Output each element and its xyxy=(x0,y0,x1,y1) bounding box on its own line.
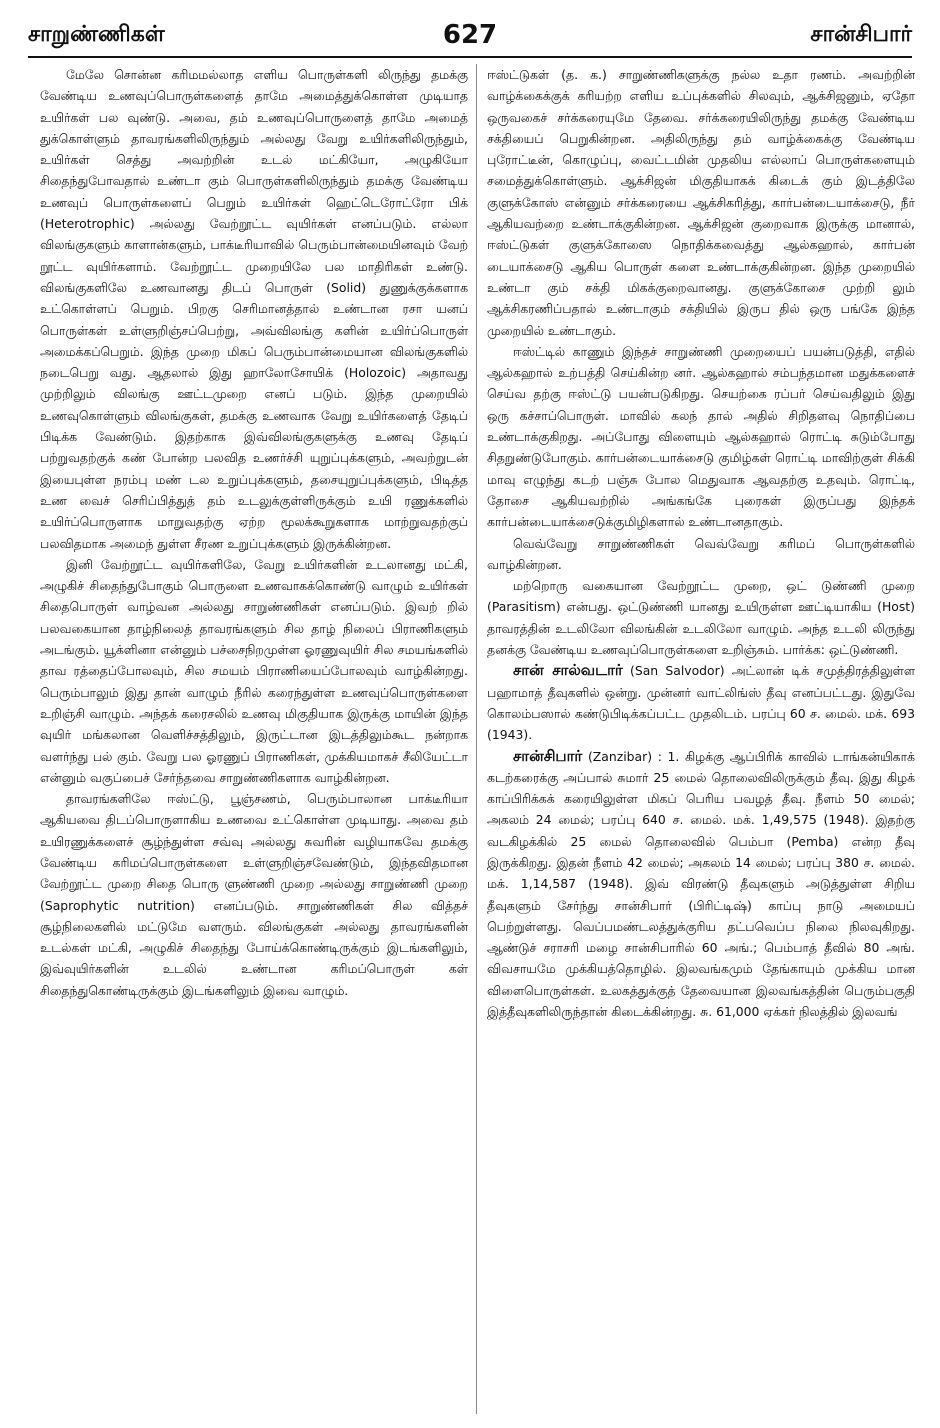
running-head-left: சாறுண்ணிகள் xyxy=(28,22,165,47)
paragraph: இனி வேற்றூட்ட வுயிர்களிலே, வேறு உயிர்களின் உடலானது மட்கி, அழுகிச் சிதைந்துபோகும் பொருளை உணவாகக்கொண்டு வாழும் உயிர்கள் சிதைபொருள் வாழ்வன அல்லது சாறுண்ணிகள் எனப்படும். இவற் றில் பலவகையான தாழ்நிலைத் தாவரங்களும் சில தாழ் நிலைப் பிராணிகளும் அடங்கும். யூக்ளினா என்னும் பச்சைநிறமுள்ள ஓரணுவுயிர் சில சமயங்களில் தாவ ரத்தைப்போலவும், சில சமயம் பிராணியைப்போலவும் வாழ்கின்றது. பெரும்பாலும் இது தான் வாழும் நீரில் கரைந்துள்ள உணவுப்பொருள்களை உறிஞ்சி வாழும். அந்தக் கரைசலில் உணவு மிகுதியாக இருக்கு மாயின் இந்த வுயிர் மங்கலான வெளிச்சத்திலும், இருட்டான இடத்திலும்கூட நன்றாக வளர்ந்து பல் கும். வேறு பல ஓரணுப் பிராணிகள், முக்கியமாகச் சீலியேட்டா என்னும் வகுப்பைச் சேர்ந்தவை சாறுண்ணிகளாக வாழ்கின்றன. xyxy=(40,556,468,785)
column-divider xyxy=(476,64,477,1414)
entry-body: (Zanzibar) : 1. கிழக்கு ஆப்பிரிக் காவில் டாங்கன்யிகாக் கடற்கரைக்கு அப்பால் சுமார் 25 மைல் தொலைவிலிருக்கும் தீவு. இது கிழக் காப்பிரிக்கக் கரையிலுள்ள மிகப் பெரிய பவழத் தீவு. நீளம் 50 மைல்; அகலம் 24 மைல்; பரப்பு 640 ச. மைல். மக். 1,49,575 (1948). இதற்கு வடகிழக்கில் 25 மைல் தொலைவில் பெம்பா (Pemba) என்ற தீவு இருக்கிறது. இதன் நீளம் 42 மைல்; அகலம் 14 மைல்; பரப்பு 380 ச. மைல். மக். 1,14,587 (1948). இவ் விரண்டு தீவுகளும் அடுத்துள்ள சிறிய தீவுகளும் சேர்ந்து சான்சிபார் (பிரிட்டிஷ்) காப்பு நாடு அமையப் பெற்றுள்ளது. வெப்பமண்டலத்துக்குரிய தட்பவெப்ப நிலை நிலவுகிறது. ஆண்டுச் சராசரி மழை சான்சிபாரில் 60 அங்.; பெம்பாத் தீவில் 80 அங். விவசாயமே முக்கியத்தொழில். இலவங்கமும் தேங்காயும் முக்கிய மான விளைபொருள்கள். உலகத்துக்குத் தேவையான இலவங்கத்தின் பெரும்பகுதி இத்தீவுகளிலிருந்தான் கிடைக்கின்றது. சு. 61,000 ஏக்கர் நிலத்தில் இலவங் xyxy=(487,748,915,1020)
entry-title: சான் சால்வடார் xyxy=(513,661,623,680)
page-header xyxy=(28,22,912,56)
entry-body: (San Salvodor) அட்லான் டிக் சமுத்திரத்திலுள்ள பஹாமாத் தீவுகளில் ஒன்று. முன்னர் வாட்லிங்ஸ் தீவு எனப்பட்டது. இதுவே கொலம்பஸால் கண்டுபிடிக்கப்பட்ட முதலிடம். பரப்பு 60 ச. மைல். மக். 693 (1943). xyxy=(487,663,915,743)
paragraph: தாவரங்களிலே ஈஸ்ட்டு, பூஞ்சணம், பெரும்பாலான பாக்டீரியா ஆகியவை திடப்பொருளாகிய உணவை உட்கொள்ள முடியாது. அவை தம் உயிரணுக்களைச் சூழ்ந்துள்ள சவ்வு அல்லது சுவரின் வழியாகவே தமக்கு வேண்டிய கரிமப்பொருள்களை உள்ளுறிஞ்சவேண்டும், இந்தவிதமான வேற்றூட்ட முறை சிதை பொரு ளுண்ணி முறை அல்லது சாறுண்ணி முறை (Saprophytic nutrition) எனப்படும். சாறுண்ணிகள் சில வித்தச் சூழ்நிலைகளில் மட்டுமே வளரும். விலங்குகள் அல்லது தாவரங்களின் உடல்கள் மட்கி, அழுகிச் சிதைந்து போய்க்கொண்டிருக்கும் இடங்களிலும், இவ்வுயிர்களின் உடலில் உண்டான கரிமப்பொருள் கள் சிதைந்துகொண்டிருக்கும் இடங்களிலும் இவை வாழும். xyxy=(40,791,468,998)
paragraph: மேலே சொன்ன கரிமமல்லாத எளிய பொருள்களி லிருந்து தமக்கு வேண்டிய உணவுப்பொருள்களைத் தாமே அமைத்துக்கொள்ள முடியாத உயிர்கள் பல வுண்டு. அவை, தம் உணவுப்பொருளைத் தாமே அமைத் துக்கொள்ளும் தாவரங்களிலிருந்தும் அல்லது வேறு உயிர்களிலிருந்தும், உயிர்கள் செத்து அவற்றின் உடல் மட்கியோ, அழுகியோ சிதைந்துபோவதால் உண்டா கும் பொருள்களிலிருந்தும் தமக்கு வேண்டிய உணவுப் பொருள்களைப் பெறும் உயிர்கள் ஹெட்டெரோட்ரோ பிக் (Heterotrophic) அல்லது வேற்றூட்ட வுயிர்கள் எனப்படும். எல்லா விலங்குகளும் காளான்களும், பாக்டீரியாவில் பெரும்பான்மையினவும் வேற் றூட்ட வுயிர்களாம். வேற்றூட்ட முறையிலே பல மாதிரிகள் உண்டு. விலங்குகளிலே உணவானது திடப் பொருள் (Solid) துணுக்குக்களாக உட்கொள்ளப் பெறும். பிறகு செரிமானத்தால் உண்டான ரசா யனப் பொருள்கள் உள்ளுறிஞ்சப்பெற்று, அவ்விலங்கு களின் உயிர்ப்பொருள் அமைக்கப்பெறும். இந்த முறை மிகப் பெரும்பான்மையான விலங்குகளில் நடைபெறு வது. ஆதலால் இது ஹாலோசோயிக் (Holozoic) அதாவது முற்றிலும் விலங்கு ஊட்டமுறை எனப் படும். இந்த முறையில் உணவுகொள்ளும் விலங்குகள், தமக்கு உணவாக வேறு உயிர்களைத் தேடிப் பிடிக்க வேண்டும். இதற்காக இவ்விலங்குகளுக்கு உணவு தேடிப் பற்றுவதற்குக் கண் போன்ற பலவித உணர்ச்சி யுறுப்புக்களும், அவற்றுடன் இயைபுள்ள நரம்பு மண் டல உறுப்புக்களும், தசையுறுப்புக்களும், பிடித்த உண வைச் செரிப்பித்துத் தம் உடலுக்குள்ளிருக்கும் உயி ரணுக்களில் உயிர்ப்பொருளாக மாறுவதற்கு ஏற்ற மூலக்கூறுகளாக மாற்றுவதற்குப் பலவிதமாக அமைந் துள்ள சீரண உறுப்புக்களும் இருக்கின்றன. xyxy=(40,67,468,551)
entry-title: சான்சிபார் xyxy=(513,746,583,765)
paragraph: மற்றொரு வகையான வேற்றூட்ட முறை, ஒட் டுண்ணி முறை (Parasitism) என்பது. ஒட்டுண்ணி யானது உயிருள்ள ஊட்டியாகிய (Host) தாவரத்தின் உடலிலோ விலங்கின் உடலிலோ வாழும். அந்த உடலி லிருந்து தனக்கு வேண்டிய உணவுப்பொருள்களை உறிஞ்சும். பார்க்க: ஒட்டுண்ணி. xyxy=(487,578,915,658)
paragraph: வெவ்வேறு சாறுண்ணிகள் வெவ்வேறு கரிமப் பொருள்களில் வாழ்கின்றன. xyxy=(487,535,915,572)
paragraph: ஈஸ்ட்டுகள் (த. க.) சாறுண்ணிகளுக்கு நல்ல உதா ரணம். அவற்றின் வாழ்க்கைக்குக் கரியற்ற எளிய உப்புக்களில் சிலவும், ஆக்சிஜனும், ஏதோ ஒருவகைச் சர்க்கரையுமே தேவை. சர்க்கரையிலிருந்து தமக்கு வேண்டிய சக்தியைப் பெறுகின்றன. அதிலிருந்து தம் வாழ்க்கைக்கு வேண்டிய புரோட்டீன், கொழுப்பு, வைட்டமின் முதலிய எல்லாப் பொருள்களையும் சமைத்துக்கொள்ளும். ஆக்சிஜன் மிகுதியாகக் கிடைக் கும் இடத்திலே குளுக்கோஸ் என்னும் சர்க்கரையை ஆக்சிகரித்து, கார்பன்டையாக்சைடு, நீர் ஆகியவற்றை உண்டாக்குகின்றன. ஆக்சிஜன் குறைவாக இருக்கு மானால், ஈஸ்ட்டுகள் குளுக்கோஸை நொதிக்கவைத்து ஆல்கஹால், கார்பன் டையாக்சைடு ஆகிய பொருள் களை உண்டாக்குகின்றன. இந்த முறையில் உண்டா கும் சக்தி மிகக்குறைவானது. குளுக்கோசை முற்றி லும் ஆக்சிகரணிப்பதால் உண்டாகும் சக்தியில் இருப தில் ஒரு பங்கே இந்த முறையில் உண்டாகும். xyxy=(487,67,915,338)
running-head-right: சான்சிபார் xyxy=(810,22,912,47)
page-number: 627 xyxy=(442,20,498,50)
entry-san-salvador xyxy=(487,660,915,745)
paragraph: ஈஸ்ட்டில் காணும் இந்தச் சாறுண்ணி முறையைப் பயன்படுத்தி, எதில் ஆல்கஹால் உற்பத்தி செய்கின்ற னர். ஆல்கஹால் சம்பந்தமான மதுக்களைச் செய்வ தற்கு ஈஸ்ட்டு பயன்படுகிறது. செயற்கை ரப்பர் செய்வதிலும் இது ஒரு கச்சாப்பொருள். மாவில் கலந் தால் அதில் சிறிதளவு நொதிப்பை உண்டாக்குகிறது. அப்போது விளையும் ஆல்கஹால் ரொட்டி சுடும்போது சிதறுண்டுபோகும். கார்பன்டையாக்சைடு குமிழ்கள் ரொட்டி மாவிற்குள் சிக்கி மாவு எழுந்து கடற் பஞ்சு போல மெதுவாக ஆவதற்கு உதவும். ரொட்டி, தோசை ஆகியவற்றில் அங்கங்கே புரைகள் இருப்பது இந்தக் கார்பன்டையாக்சைடுக்குமிழிகளால் உண்டானதாகும். xyxy=(487,343,915,530)
entry-zanzibar xyxy=(487,746,915,1023)
left-column xyxy=(40,64,468,1414)
right-column xyxy=(487,64,915,1414)
header-rule xyxy=(28,56,912,58)
